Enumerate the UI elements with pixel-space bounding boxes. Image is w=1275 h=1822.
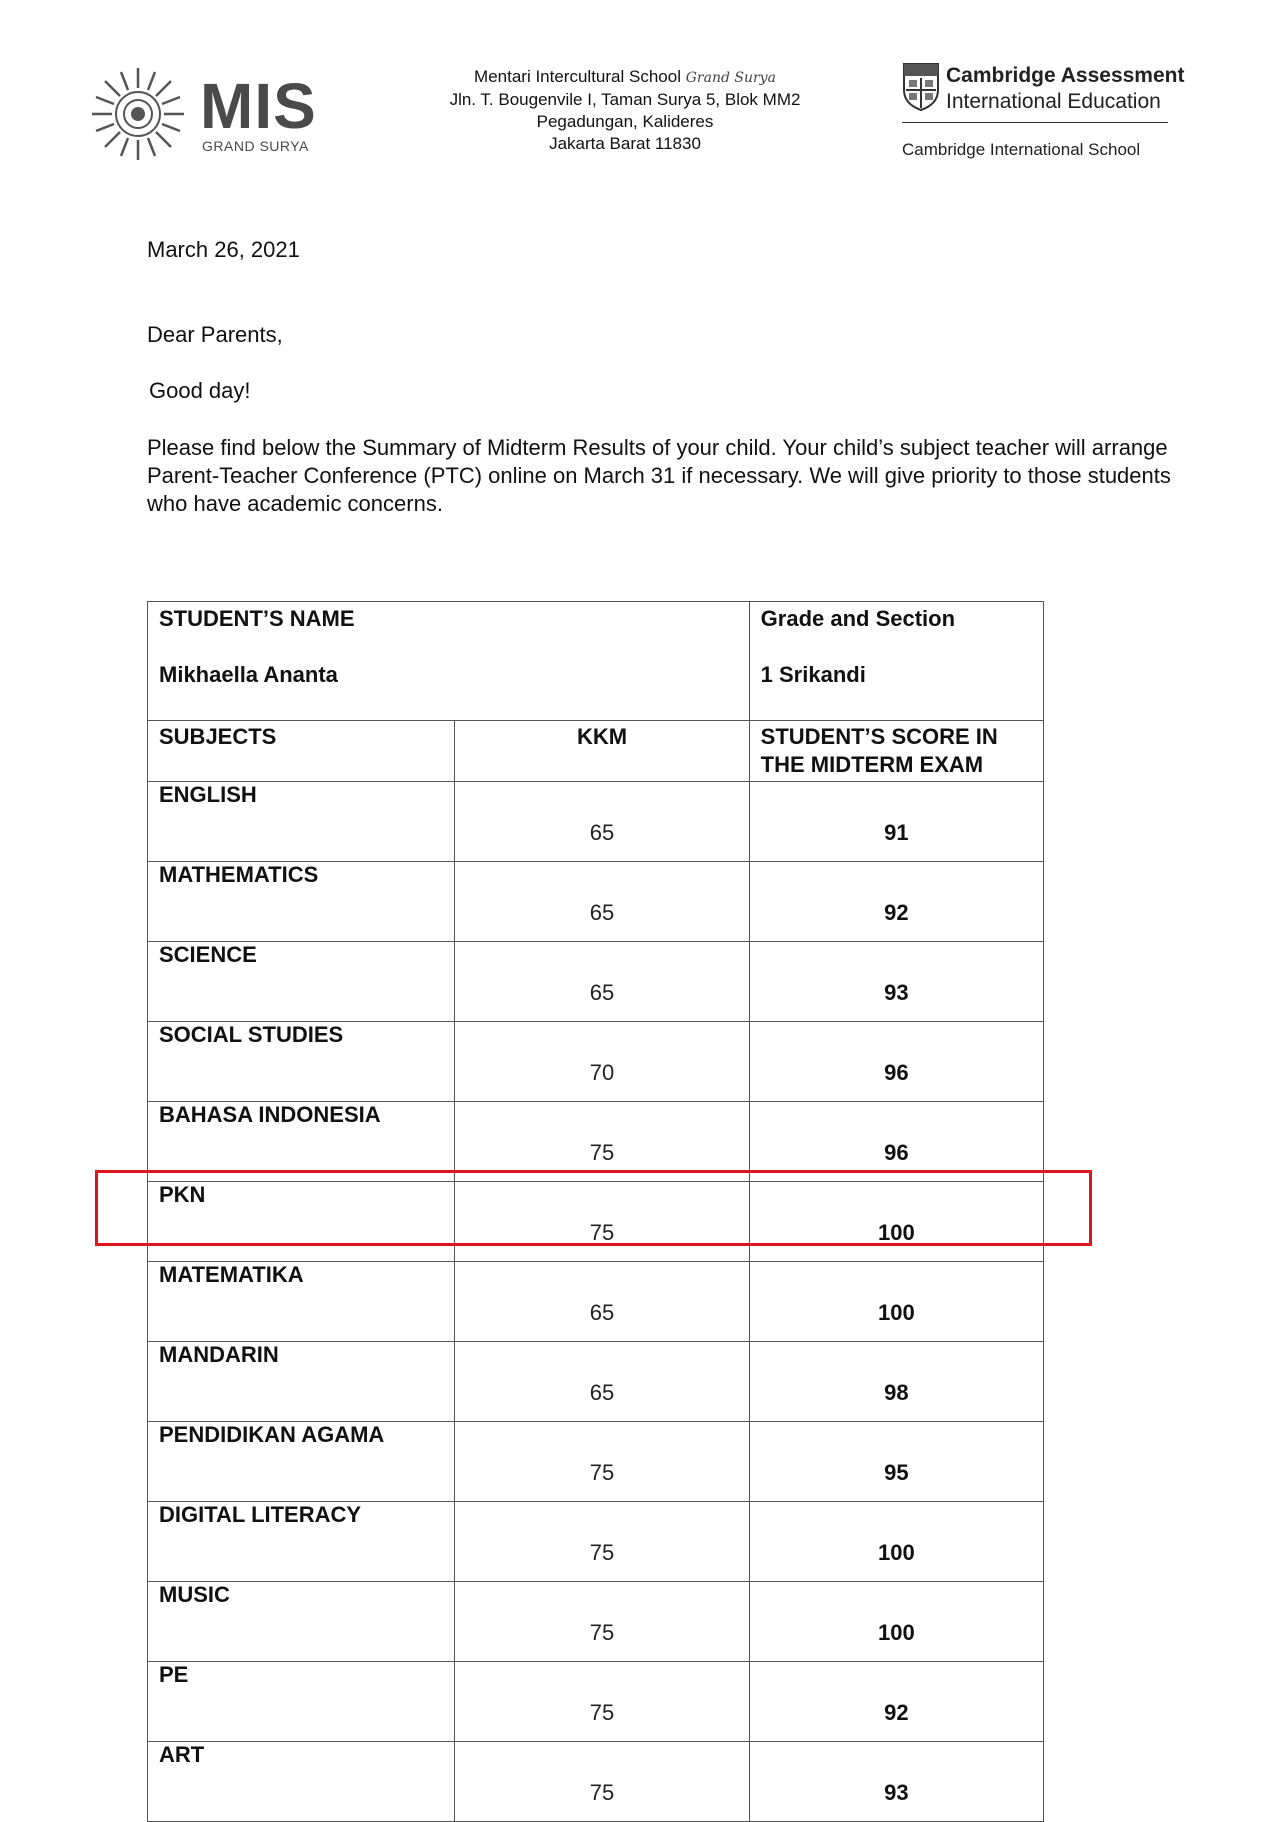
kkm-cell: 75: [455, 1582, 749, 1662]
score-cell: 93: [749, 1742, 1043, 1822]
cambridge-subtitle: International Education: [946, 90, 1161, 113]
subject-cell: PENDIDIKAN AGAMA: [148, 1422, 455, 1502]
school-address: [400, 66, 850, 155]
subject-cell: DIGITAL LITERACY: [148, 1502, 455, 1582]
kkm-cell: 75: [455, 1502, 749, 1582]
table-row: [148, 1502, 1044, 1582]
cambridge-title: Cambridge Assessment: [946, 64, 1185, 87]
table-row: [148, 1742, 1044, 1822]
grade-section-label: Grade and Section: [760, 606, 956, 631]
kkm-cell: 70: [455, 1022, 749, 1102]
letter-salutation: Dear Parents,: [147, 322, 283, 347]
table-row: [148, 782, 1044, 862]
school-name: Mentari Intercultural School: [474, 67, 681, 86]
kkm-cell: 65: [455, 942, 749, 1022]
address-line-4: Jakarta Barat 11830: [549, 134, 701, 153]
score-cell: 91: [749, 782, 1043, 862]
subject-cell: MATHEMATICS: [148, 862, 455, 942]
score-cell: 92: [749, 862, 1043, 942]
table-row: [148, 942, 1044, 1022]
grade-section-value: 1 Srikandi: [760, 662, 866, 687]
student-name-label: STUDENT’S NAME: [159, 606, 355, 631]
subject-cell: BAHASA INDONESIA: [148, 1102, 455, 1182]
mis-logo-text: MIS: [200, 70, 317, 142]
letter-greeting: Good day!: [149, 378, 251, 403]
table-row: [148, 1582, 1044, 1662]
school-name-line: [400, 66, 850, 89]
score-cell: 96: [749, 1102, 1043, 1182]
grade-section-cell: [749, 602, 1043, 721]
subject-cell: PKN: [148, 1182, 455, 1262]
table-row: [148, 1422, 1044, 1502]
letter-paragraph: Please find below the Summary of Midterm Results of your child. Your child’s subject teacher will arrange Parent-Teacher Conference (PTC) online on March 31 if necessary. We will give priority to those students who have academic concerns.: [147, 435, 1171, 516]
subject-cell: ENGLISH: [148, 782, 455, 862]
kkm-cell: 65: [455, 1262, 749, 1342]
kkm-cell: 75: [455, 1422, 749, 1502]
score-cell: 96: [749, 1022, 1043, 1102]
student-name-cell: [148, 602, 750, 721]
kkm-cell: 75: [455, 1102, 749, 1182]
mis-logo: [86, 62, 336, 172]
score-cell: 95: [749, 1422, 1043, 1502]
address-line-3: Pegadungan, Kalideres: [536, 112, 714, 131]
kkm-cell: 65: [455, 782, 749, 862]
address-line-2: Jln. T. Bougenvile I, Taman Surya 5, Blok MM2: [449, 90, 801, 109]
cambridge-logo: [902, 62, 1185, 172]
subject-cell: MUSIC: [148, 1582, 455, 1662]
score-cell: 100: [749, 1502, 1043, 1582]
subject-cell: SCIENCE: [148, 942, 455, 1022]
table-row: [148, 1342, 1044, 1422]
kkm-cell: 75: [455, 1182, 749, 1262]
col-kkm-header: KKM: [455, 721, 749, 782]
result-rows: [148, 782, 1044, 1822]
table-row: [148, 1262, 1044, 1342]
score-cell: 93: [749, 942, 1043, 1022]
subject-cell: ART: [148, 1742, 455, 1822]
student-name-value: Mikhaella Ananta: [159, 662, 338, 687]
score-cell: 98: [749, 1342, 1043, 1422]
mis-logo-subtitle: GRAND SURYA: [202, 138, 309, 154]
col-subjects-header: SUBJECTS: [148, 721, 455, 782]
score-cell: 100: [749, 1582, 1043, 1662]
school-script-name: Grand Surya: [685, 70, 776, 86]
student-info-row: [148, 602, 1044, 721]
column-header-row: [148, 721, 1044, 782]
kkm-cell: 65: [455, 862, 749, 942]
score-cell: 92: [749, 1662, 1043, 1742]
letter-date: March 26, 2021: [147, 237, 300, 262]
cambridge-divider: [902, 122, 1168, 123]
kkm-cell: 75: [455, 1662, 749, 1742]
subject-cell: PE: [148, 1662, 455, 1742]
score-cell: 100: [749, 1262, 1043, 1342]
cambridge-crest-icon: [902, 62, 940, 112]
table-row: [148, 1662, 1044, 1742]
mandarin-highlight-box: [95, 1170, 1092, 1246]
kkm-cell: 65: [455, 1342, 749, 1422]
cambridge-school-label: Cambridge International School: [902, 140, 1141, 159]
subject-cell: MATEMATIKA: [148, 1262, 455, 1342]
table-row: [148, 862, 1044, 942]
sun-logo-icon: [86, 62, 196, 172]
subject-cell: MANDARIN: [148, 1342, 455, 1422]
subject-cell: SOCIAL STUDIES: [148, 1022, 455, 1102]
col-score-header: STUDENT’S SCORE IN THE MIDTERM EXAM: [749, 721, 1043, 782]
kkm-cell: 75: [455, 1742, 749, 1822]
score-cell: 100: [749, 1182, 1043, 1262]
table-row: [148, 1022, 1044, 1102]
